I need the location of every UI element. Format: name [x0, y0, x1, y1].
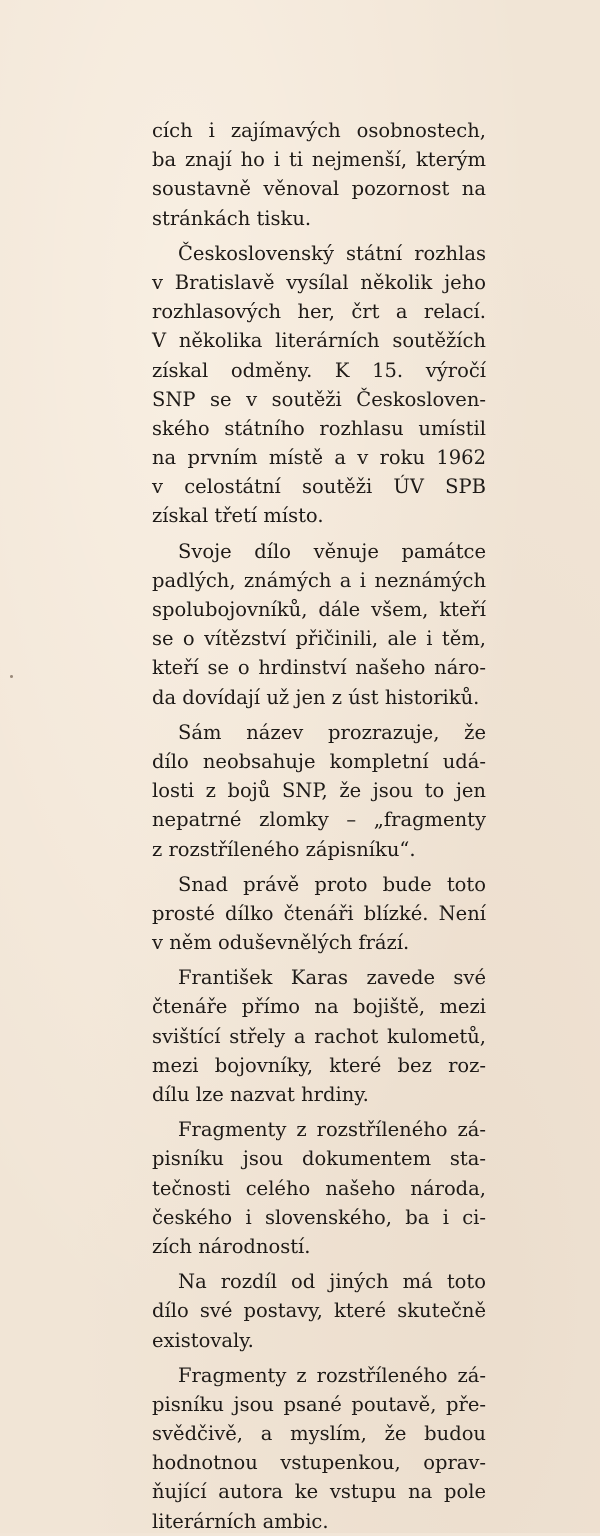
- text-line: z rozstříleného zápisníku“.: [152, 837, 416, 861]
- text-line: SNP se v soutěži Českosloven-: [152, 387, 486, 411]
- paragraph: [152, 1361, 486, 1536]
- paragraph: [152, 870, 486, 958]
- text-line: v celostátní soutěži ÚV SPB: [152, 475, 486, 499]
- text-line: pisníku jsou psané poutavě, pře-: [152, 1392, 486, 1416]
- text-line: čtenáře přímo na bojiště, mezi: [152, 995, 486, 1019]
- text-column: [152, 116, 486, 1536]
- text-line: František Karas zavede své: [178, 966, 486, 990]
- text-line: existovaly.: [152, 1328, 254, 1352]
- text-line: dílo své postavy, které skutečně: [152, 1299, 486, 1323]
- text-line: kteří se o hrdinství našeho náro-: [152, 656, 486, 680]
- text-line: tečnosti celého našeho národa,: [152, 1176, 486, 1200]
- text-line: losti z bojů SNP, že jsou to jen: [152, 779, 486, 803]
- text-line: získal odměny. K 15. výročí: [152, 358, 486, 382]
- text-line: svědčivě, a myslím, že budou: [152, 1422, 486, 1446]
- text-line: padlých, známých a i neznámých: [152, 568, 486, 592]
- text-line: cích i zajímavých osobnostech,: [152, 119, 486, 142]
- text-line: ňující autora ke vstupu na pole: [152, 1480, 486, 1504]
- text-line: získal třetí místo.: [152, 504, 324, 528]
- text-line: da dovídají už jen z úst historiků.: [152, 685, 480, 709]
- text-line: nepatrné zlomky – „fragmenty: [152, 808, 486, 832]
- paragraph: [152, 1267, 486, 1355]
- text-line: ského státního rozhlasu umístil: [152, 416, 486, 440]
- text-line: hodnotnou vstupenkou, oprav-: [152, 1451, 486, 1475]
- paragraph: [152, 239, 486, 531]
- text-line: mezi bojovníky, které bez roz-: [152, 1053, 486, 1077]
- text-line: českého i slovenského, ba i ci-: [152, 1205, 486, 1229]
- text-line: V několika literárních soutěžích: [152, 329, 486, 353]
- text-line: Československý státní rozhlas: [178, 241, 486, 265]
- text-line: Sám název prozrazuje, že: [178, 720, 486, 744]
- text-line: rozhlasových her, črt a relací.: [152, 300, 486, 324]
- text-line: v něm oduševnělých frází.: [152, 931, 410, 955]
- text-line: Fragmenty z rozstříleného zá-: [178, 1118, 486, 1142]
- text-line: pisníku jsou dokumentem sta-: [152, 1147, 486, 1171]
- paper-speck: [10, 675, 13, 678]
- paragraph: [152, 1115, 486, 1261]
- text-line: dílu lze nazvat hrdiny.: [152, 1083, 369, 1106]
- text-line: Fragmenty z rozstříleného zá-: [178, 1363, 486, 1387]
- text-line: Na rozdíl od jiných má toto: [178, 1270, 486, 1294]
- text-line: spolubojovníků, dále všem, kteří: [152, 598, 486, 621]
- text-line: soustavně věnoval pozornost na: [152, 177, 486, 201]
- paragraph: [152, 718, 486, 864]
- text-line: prosté dílko čtenáři blízké. Není: [152, 901, 486, 925]
- paragraph: [152, 116, 486, 233]
- text-line: literárních ambic.: [152, 1509, 329, 1533]
- text-line: ba znají ho i ti nejmenší, kterým: [152, 148, 486, 172]
- text-line: se o vítězství přičinili, ale i těm,: [152, 627, 486, 651]
- paragraph: [152, 963, 486, 1109]
- paragraph: [152, 537, 486, 712]
- text-line: Snad právě proto bude toto: [178, 872, 486, 896]
- text-line: Svoje dílo věnuje památce: [178, 539, 486, 563]
- text-line: na prvním místě a v roku 1962: [152, 446, 486, 470]
- text-line: v Bratislavě vysílal několik jeho: [152, 270, 486, 294]
- text-line: zích národností.: [152, 1234, 311, 1258]
- text-line: dílo neobsahuje kompletní udá-: [152, 749, 486, 773]
- text-line: svištící střely a rachot kulometů,: [152, 1024, 486, 1048]
- text-line: stránkách tisku.: [152, 206, 312, 230]
